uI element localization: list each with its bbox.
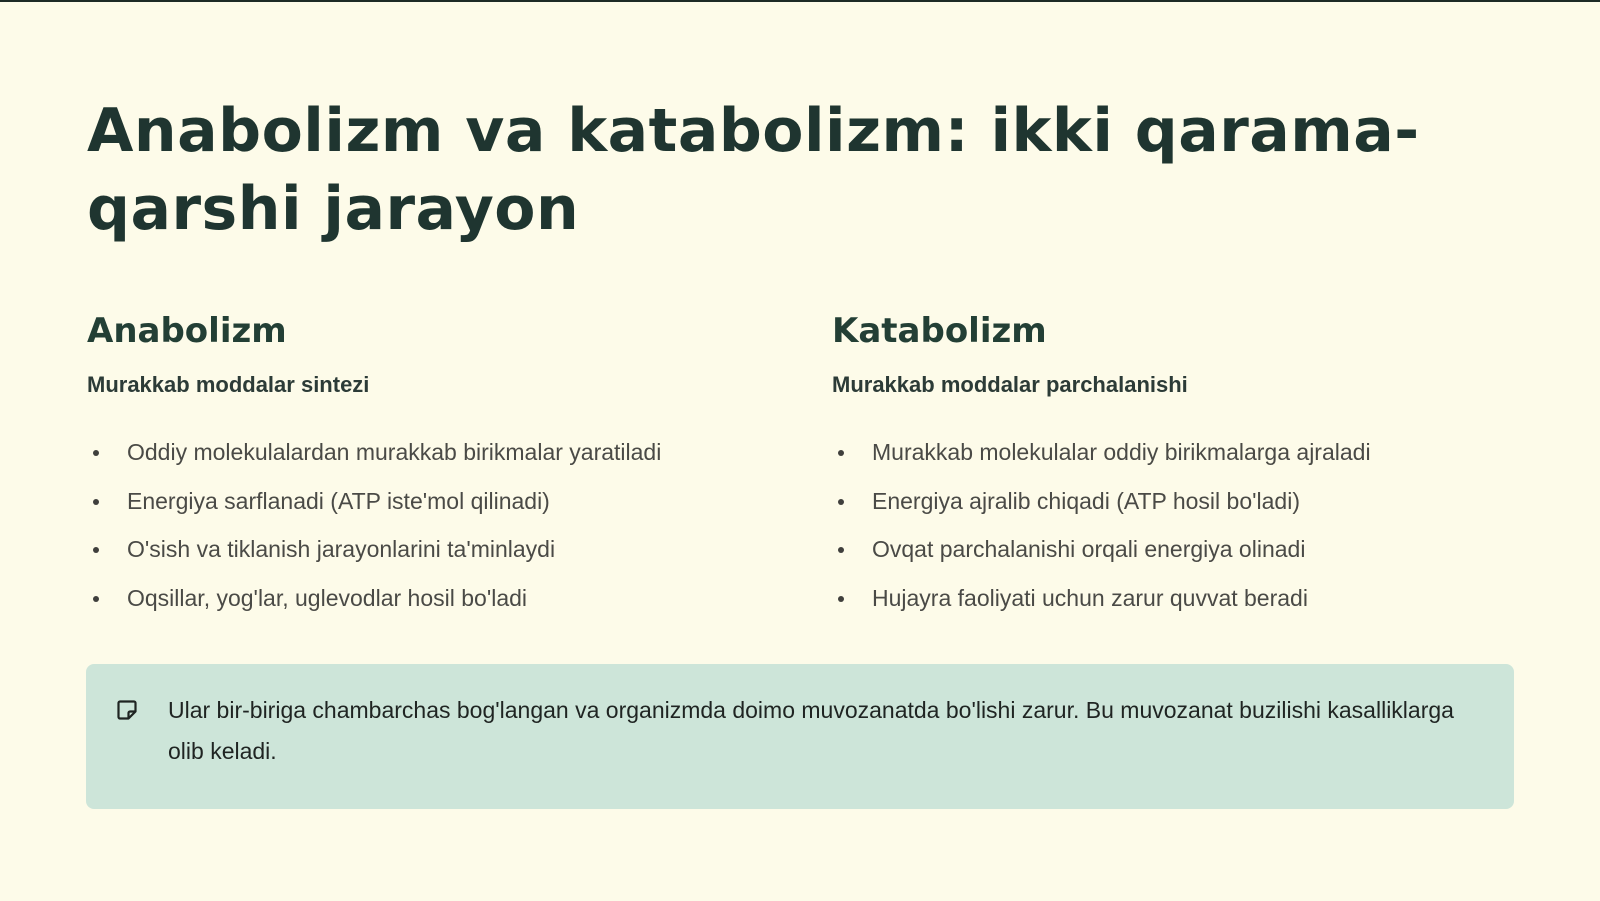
note-text: Ular bir-biriga chambarchas bog'langan va organizmda doimo muvozanatda bo'lishi zarur. Bu muvozanat buzilishi kasalliklarga olib keladi.: [168, 697, 1454, 764]
list-item: Energiya ajralib chiqadi (ATP hosil bo'ladi): [832, 477, 1512, 526]
list-item: Oqsillar, yog'lar, uglevodlar hosil bo'ladi: [87, 574, 767, 623]
list-item: Oddiy molekulalardan murakkab birikmalar yaratiladi: [87, 428, 767, 477]
slide-title: Anabolizm va katabolizm: ikki qarama-qarshi jarayon: [87, 96, 1420, 244]
note-callout: [86, 664, 1514, 809]
anabolism-subtitle: Murakkab moddalar sintezi: [87, 372, 370, 397]
note-icon: [116, 699, 138, 721]
anabolism-list: [87, 428, 767, 622]
anabolism-column: [87, 300, 767, 622]
catabolism-column: [832, 300, 1512, 622]
top-border: [0, 0, 1600, 2]
list-item: O'sish va tiklanish jarayonlarini ta'minlaydi: [87, 525, 767, 574]
list-item: Hujayra faoliyati uchun zarur quvvat beradi: [832, 574, 1512, 623]
list-item: Energiya sarflanadi (ATP iste'mol qilinadi): [87, 477, 767, 526]
catabolism-heading: Katabolizm: [832, 311, 1047, 351]
catabolism-list: [832, 428, 1512, 622]
list-item: Ovqat parchalanishi orqali energiya olinadi: [832, 525, 1512, 574]
list-item: Murakkab molekulalar oddiy birikmalarga ajraladi: [832, 428, 1512, 477]
catabolism-subtitle: Murakkab moddalar parchalanishi: [832, 372, 1188, 397]
anabolism-heading: Anabolizm: [87, 311, 287, 351]
